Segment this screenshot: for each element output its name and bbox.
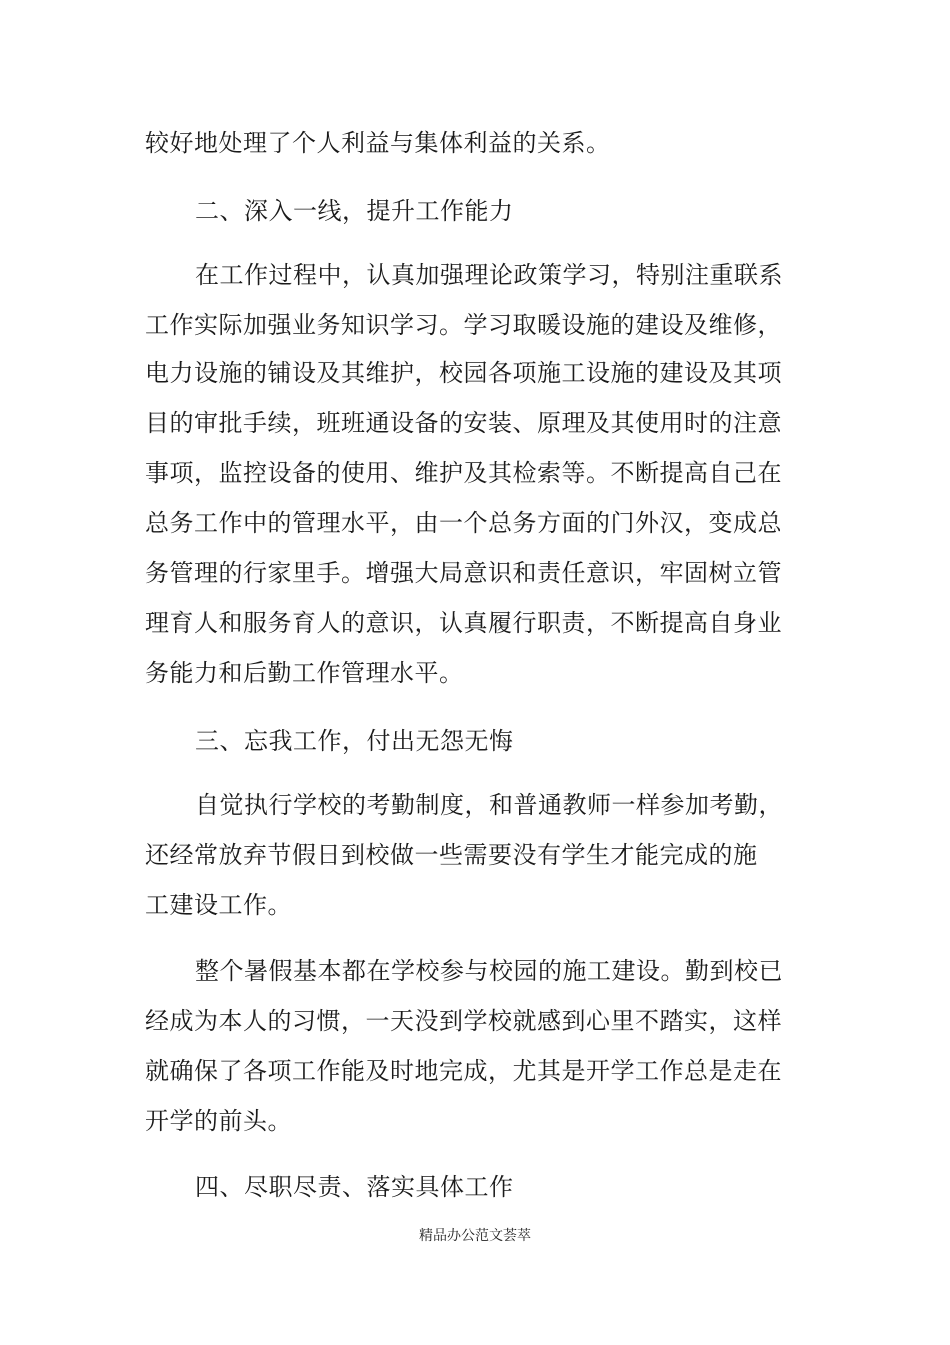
body-text-line: 总务工作中的管理水平，由一个总务方面的门外汉，变成总 <box>145 509 782 537</box>
section-heading-3: 三、忘我工作，付出无怨无悔 <box>195 727 514 755</box>
body-text-line: 工作实际加强业务知识学习。学习取暖设施的建设及维修， <box>145 311 782 339</box>
body-text-line: 经成为本人的习惯，一天没到学校就感到心里不踏实，这样 <box>145 1007 782 1035</box>
body-text-line: 工建设工作。 <box>145 891 292 919</box>
page-footer: 精品办公范文荟萃 <box>419 1228 531 1244</box>
body-text-line: 开学的前头。 <box>145 1107 292 1135</box>
section-heading-4: 四、尽职尽责、落实具体工作 <box>195 1173 514 1201</box>
section-heading-2: 二、深入一线，提升工作能力 <box>195 197 514 225</box>
body-text-line: 在工作过程中，认真加强理论政策学习，特别注重联系 <box>195 261 783 289</box>
body-text-line: 务能力和后勤工作管理水平。 <box>145 659 464 687</box>
body-text-line: 还经常放弃节假日到校做一些需要没有学生才能完成的施 <box>145 841 758 869</box>
body-text-line: 目的审批手续，班班通设备的安装、原理及其使用时的注意 <box>145 409 782 437</box>
body-text-line: 电力设施的铺设及其维护，校园各项施工设施的建设及其项 <box>145 359 782 387</box>
body-text-line: 整个暑假基本都在学校参与校园的施工建设。勤到校已 <box>195 957 783 985</box>
body-text-line: 务管理的行家里手。增强大局意识和责任意识，牢固树立管 <box>145 559 782 587</box>
body-text-line: 事项，监控设备的使用、维护及其检索等。不断提高自己在 <box>145 459 782 487</box>
body-text-line: 较好地处理了个人利益与集体利益的关系。 <box>145 129 611 157</box>
body-text-line: 就确保了各项工作能及时地完成，尤其是开学工作总是走在 <box>145 1057 782 1085</box>
body-text-line: 自觉执行学校的考勤制度，和普通教师一样参加考勤， <box>195 791 783 819</box>
body-text-line: 理育人和服务育人的意识，认真履行职责，不断提高自身业 <box>145 609 782 637</box>
